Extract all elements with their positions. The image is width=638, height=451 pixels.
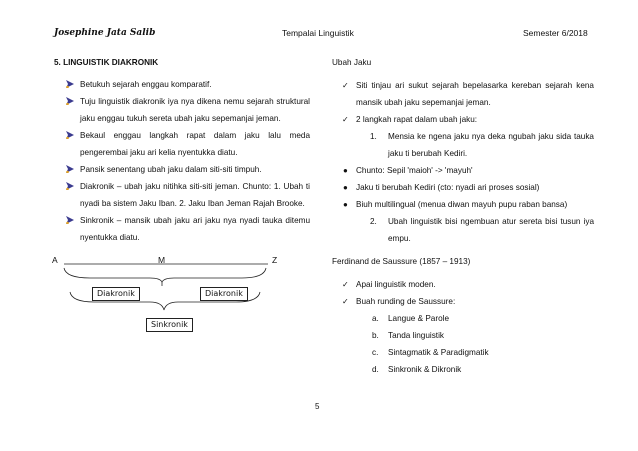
heading-saussure: Ferdinand de Saussure (1857 – 1913) [332, 257, 471, 266]
numbered-item [332, 128, 594, 162]
arrow-bullet-icon [66, 131, 74, 139]
list-item [54, 212, 310, 246]
alpha-marker: b. [372, 331, 379, 340]
bullet-item [332, 162, 594, 179]
alpha-item-text: Sinkronik & Dikronik [388, 365, 462, 374]
bullet-dot-icon: ● [343, 166, 348, 175]
alpha-marker: a. [372, 314, 379, 323]
label-a: A [52, 255, 58, 265]
alpha-marker: c. [372, 348, 379, 357]
numbered-item-text: Mensia ke ngena jaku nya deka ngubah jaku sida tauka jaku ti berubah Kediri. [388, 132, 594, 158]
check-item-text: Apai linguistik moden. [356, 280, 436, 289]
section-title: 5. LINGUISTIK DIAKRONIK [54, 58, 159, 67]
alpha-item-text: Tanda linguistik [388, 331, 444, 340]
alpha-item-text: Sintagmatik & Paradigmatik [388, 348, 489, 357]
alpha-item [332, 344, 594, 361]
list-item [54, 178, 310, 212]
numbered-item [332, 213, 594, 247]
number-marker: 1. [370, 132, 377, 141]
bullet-dot-icon: ● [343, 200, 348, 209]
arrow-bullet-icon [66, 97, 74, 105]
bullet-item-text: Jaku ti berubah Kediri (cto: nyadi ari proses sosial) [356, 183, 540, 192]
bullet-item [332, 179, 594, 196]
alpha-marker: d. [372, 365, 379, 374]
label-z: Z [272, 255, 278, 265]
list-item [54, 76, 310, 93]
header-title: Tempalai Linguistik [282, 28, 354, 38]
numbered-item-text: Ubah linguistik bisi ngembuan atur sereta bisi tusun iya empu. [388, 217, 594, 243]
list-item [54, 127, 310, 161]
check-item-text: 2 langkah rapat dalam ubah jaku: [356, 115, 478, 124]
arrow-bullet-icon [66, 80, 74, 88]
check-icon: ✓ [342, 280, 349, 289]
list-item-text: Sinkronik – mansik ubah jaku ari jaku nya nyadi tauka ditemu nyentukka diatu. [80, 216, 310, 242]
list-item-text: Pansik senentang ubah jaku dalam siti-siti timpuh. [80, 165, 262, 174]
bullet-item-text: Biuh multilingual (menua diwan mayuh pupu raban bansa) [356, 200, 568, 209]
alpha-item [332, 310, 594, 327]
number-marker: 2. [370, 217, 377, 226]
check-icon: ✓ [342, 297, 349, 306]
list-item-text: Bekaul enggau langkah rapat dalam jaku lalu meda pengerembai jaku ari kelia nyentukka diatu. [80, 131, 310, 157]
list-item-text: Tuju linguistik diakronik iya nya dikena nemu sejarah struktural jaku enggau tukuh sereta ubah jaku sepemanjai jeman. [80, 97, 310, 123]
alpha-item [332, 327, 594, 344]
list-item-text: Diakronik – ubah jaku nitihka siti-siti jeman. Chunto: 1. Ubah ti nyadi ba sistem Jaku Iban. 2. Jaku Iban Jeman Rajah Brooke. [80, 182, 310, 208]
heading-ubah-jaku: Ubah Jaku [332, 58, 372, 67]
diakronik-box-left: Diakronik [92, 287, 140, 301]
arrow-bullet-icon [66, 165, 74, 173]
check-item [332, 77, 594, 111]
arrow-list [54, 76, 310, 246]
bullet-item [332, 196, 594, 213]
sinkronik-box: Sinkronik [146, 318, 193, 332]
check-item [332, 276, 594, 293]
header-semester: Semester 6/2018 [523, 28, 588, 38]
arrow-bullet-icon [66, 182, 74, 190]
check-item [332, 111, 594, 128]
check-icon: ✓ [342, 115, 349, 124]
alpha-item-text: Langue & Parole [388, 314, 449, 323]
diakronik-box-right: Diakronik [200, 287, 248, 301]
page-number: 5 [315, 402, 320, 411]
right-column [332, 54, 594, 378]
list-item-text: Betukuh sejarah enggau komparatif. [80, 80, 212, 89]
check-icon: ✓ [342, 81, 349, 90]
check-item-text: Buah runding de Saussure: [356, 297, 456, 306]
left-column [54, 54, 310, 246]
label-m: M [158, 255, 166, 265]
bullet-dot-icon: ● [343, 183, 348, 192]
timeline-diagram [50, 252, 295, 342]
list-item [54, 93, 310, 127]
alpha-item [332, 361, 594, 378]
check-item-text: Siti tinjau ari sukut sejarah bepelasarka kereban sejarah kena mansik ubah jaku sepemanjai jeman. [356, 81, 594, 107]
arrow-bullet-icon [66, 216, 74, 224]
header-author: Josephine Jata Salib [54, 28, 156, 38]
bullet-item-text: Chunto: Sepil 'maioh' -> 'mayuh' [356, 166, 473, 175]
list-item [54, 161, 310, 178]
check-item [332, 293, 594, 310]
